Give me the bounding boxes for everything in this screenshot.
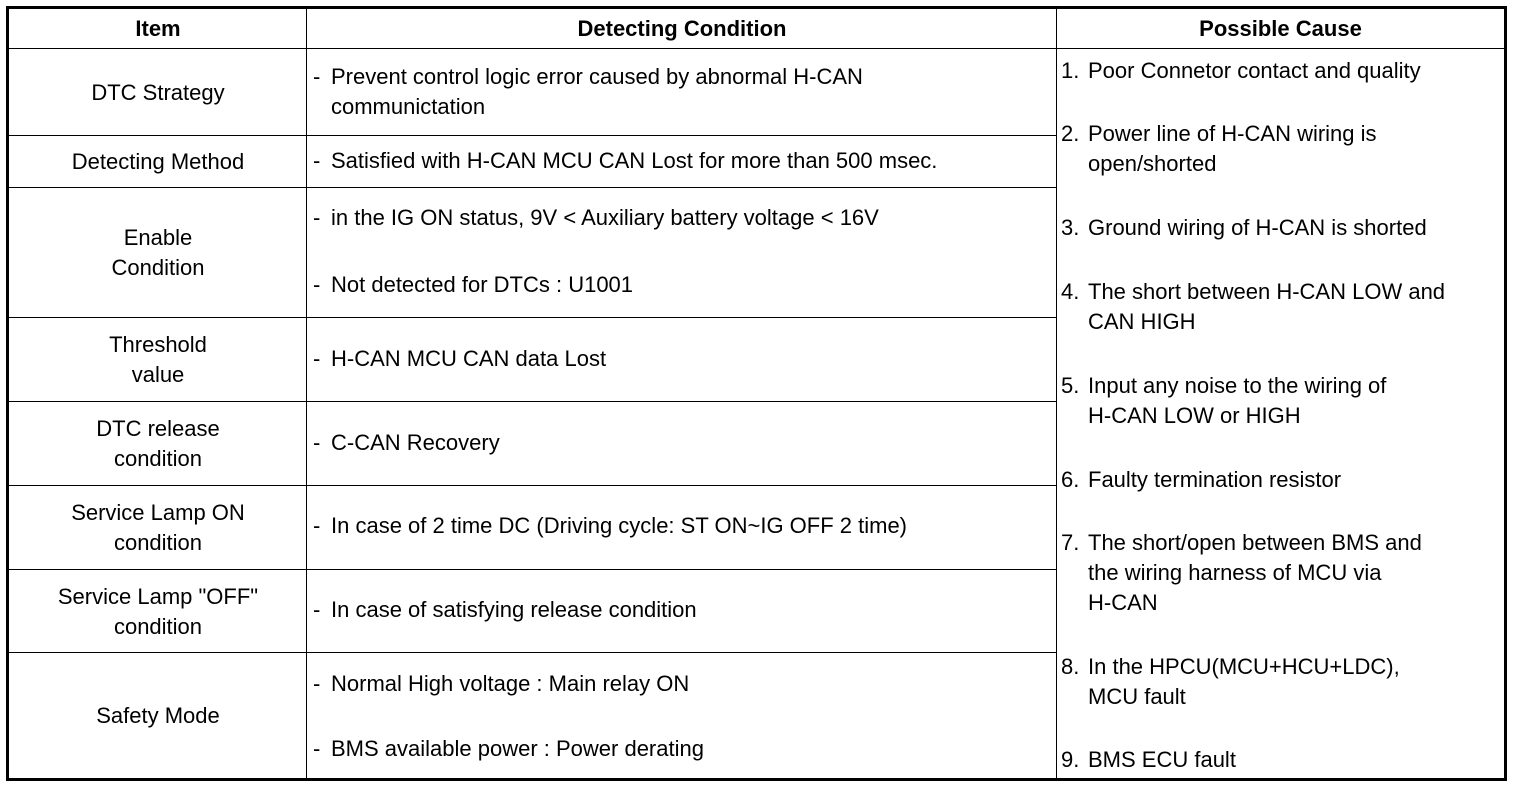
condition-text: in the IG ON status, 9V < Auxiliary battery voltage < 16V — [331, 205, 879, 230]
cause-number: 6. — [1061, 467, 1080, 492]
dash-marker: - — [313, 64, 321, 89]
condition-text: Normal High voltage : Main relay ON — [331, 671, 690, 696]
cause-number: 9. — [1061, 747, 1080, 772]
dash-marker: - — [313, 513, 321, 538]
cause-number: 7. — [1061, 530, 1080, 555]
column-divider — [1056, 9, 1057, 778]
condition-text: H-CAN MCU CAN data Lost — [331, 346, 607, 371]
cause-item — [1061, 652, 1501, 712]
cause-text: MCU fault — [1088, 684, 1186, 709]
cause-item — [1061, 465, 1501, 495]
cause-number: 2. — [1061, 121, 1080, 146]
cause-text: Faulty termination resistor — [1088, 467, 1342, 492]
dash-marker: - — [313, 671, 321, 696]
condition-text: communictation — [331, 94, 486, 119]
condition-text: Satisfied with H-CAN MCU CAN Lost for more than 500 msec. — [331, 148, 938, 173]
condition-text: In case of satisfying release condition — [331, 597, 697, 622]
item-dtc-strategy: DTC Strategy — [91, 79, 225, 105]
item-service-lamp-on: Service Lamp ON condition — [71, 500, 245, 555]
cause-number: 1. — [1061, 58, 1080, 83]
condition-text: Not detected for DTCs : U1001 — [331, 272, 634, 297]
cause-text: the wiring harness of MCU via — [1088, 560, 1382, 585]
condition-text: BMS available power : Power derating — [331, 736, 704, 761]
cause-text: In the HPCU(MCU+HCU+LDC), — [1088, 654, 1400, 679]
item-safety-mode: Safety Mode — [96, 702, 220, 728]
cause-item — [1061, 371, 1501, 431]
item-threshold-value: Threshold value — [109, 332, 207, 387]
cause-text: The short between H-CAN LOW and — [1088, 279, 1446, 304]
condition-line — [305, 595, 697, 625]
item-enable-condition: Enable Condition — [111, 225, 205, 280]
cause-item — [1061, 745, 1501, 775]
cause-text: CAN HIGH — [1088, 309, 1196, 334]
cause-number: 4. — [1061, 279, 1080, 304]
cause-text: H-CAN — [1088, 590, 1158, 615]
dash-marker: - — [313, 205, 321, 230]
header-item: Item — [135, 16, 181, 41]
cause-text: H-CAN LOW or HIGH — [1088, 403, 1301, 428]
cause-item — [1061, 277, 1501, 337]
condition-line — [305, 270, 633, 300]
dash-marker: - — [313, 430, 321, 455]
condition-line — [305, 669, 689, 699]
item-service-lamp-off: Service Lamp "OFF" condition — [57, 583, 259, 639]
item-detecting-method: Detecting Method — [71, 149, 245, 174]
condition-line — [305, 146, 937, 176]
cause-text: BMS ECU fault — [1088, 747, 1236, 772]
cause-item — [1061, 56, 1501, 86]
condition-line — [305, 92, 485, 122]
dash-marker: - — [313, 736, 321, 761]
cause-number: 5. — [1061, 373, 1080, 398]
header-possible-cause: Possible Cause — [1199, 16, 1362, 41]
cause-text: Poor Connetor contact and quality — [1088, 58, 1421, 83]
cause-number: 8. — [1061, 654, 1080, 679]
cause-text: Power line of H-CAN wiring is — [1088, 121, 1377, 146]
dash-marker: - — [313, 148, 321, 173]
cause-text: Input any noise to the wiring of — [1088, 373, 1387, 398]
condition-line — [305, 734, 704, 764]
condition-line — [305, 344, 606, 374]
condition-text: Prevent control logic error caused by abnormal H-CAN — [331, 64, 863, 89]
cause-text: Ground wiring of H-CAN is shorted — [1088, 215, 1427, 240]
cause-item — [1061, 119, 1501, 179]
condition-text: In case of 2 time DC (Driving cycle: ST ON~IG OFF 2 time) — [331, 513, 908, 538]
dash-marker: - — [313, 346, 321, 371]
condition-line — [305, 511, 907, 541]
item-dtc-release-condition: DTC release condition — [96, 416, 220, 471]
dash-marker: - — [313, 272, 321, 297]
condition-line — [305, 428, 500, 458]
cause-item — [1061, 213, 1501, 243]
cause-item — [1061, 528, 1501, 618]
cause-text: open/shorted — [1088, 151, 1217, 176]
condition-text: C-CAN Recovery — [331, 430, 500, 455]
condition-line — [305, 203, 879, 233]
header-detecting-condition: Detecting Condition — [577, 16, 787, 41]
cause-number: 3. — [1061, 215, 1080, 240]
dash-marker: - — [313, 597, 321, 622]
condition-line — [305, 62, 863, 92]
cause-text: The short/open between BMS and — [1088, 530, 1422, 555]
